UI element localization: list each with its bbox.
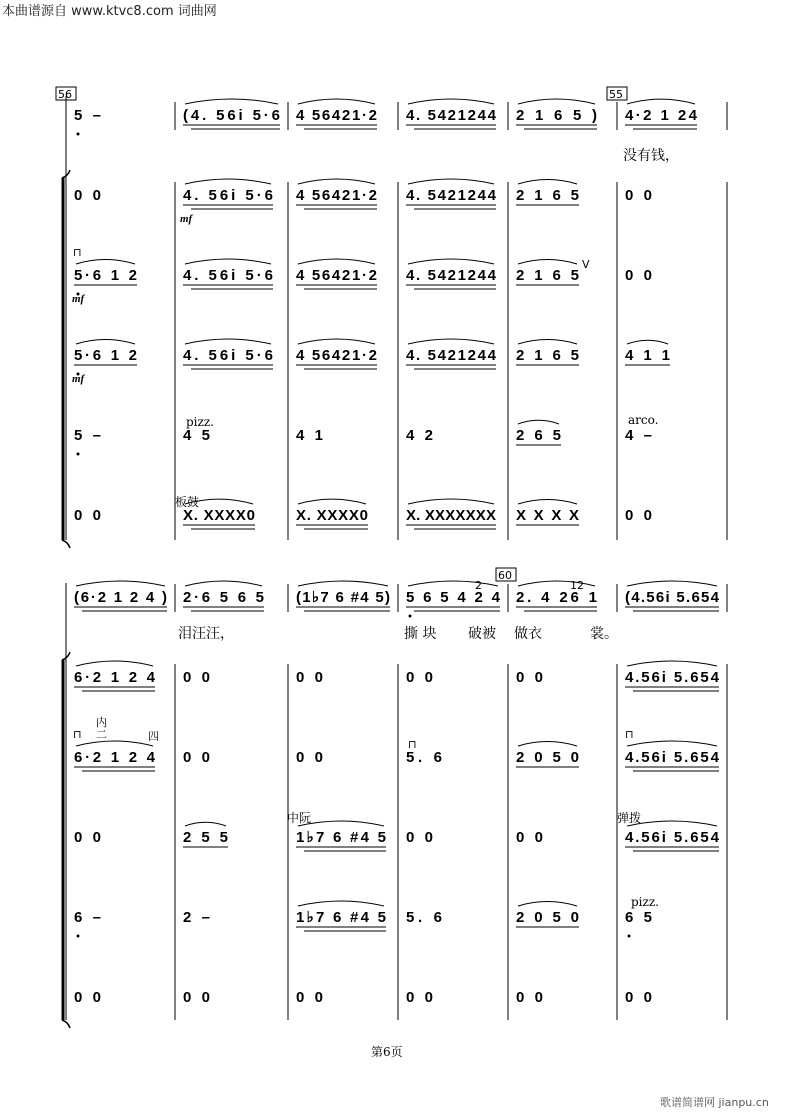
system1-inst4-measure: 4 2 [406, 427, 433, 444]
system2-lyric: 破被 [468, 626, 496, 642]
system2-inst1-measure: 0 0 [516, 669, 543, 686]
system1-inst3-measure: 4. 56i 5·6 [183, 347, 273, 364]
system2-inst4-measure: 2 0 5 0 [516, 909, 579, 926]
system1-inst1-measure: 2 1 6 5 [516, 187, 579, 204]
phrase-slur [298, 581, 388, 586]
phrase-slur [76, 581, 165, 586]
system2-inst2-measure: 4.56i 5.654 [625, 749, 719, 766]
system1-inst3-measure: 4. 5421244 [406, 347, 496, 364]
phrase-slur [185, 259, 271, 264]
phrase-slur [627, 340, 668, 344]
system2-inst2-measure: 0 0 [183, 749, 210, 766]
system1-inst1-measure: 4. 5421244 [406, 187, 496, 204]
er-mark: 二 [96, 728, 107, 741]
system2-lyric: 裳。 [590, 626, 618, 642]
system2-perc-measure: 0 0 [406, 989, 433, 1006]
system2-bracket-bottom [62, 1020, 70, 1028]
phrase-slur [298, 499, 366, 504]
system1-inst2-measure: 4 56421·2 [296, 267, 377, 284]
system2-inst4-measure: 6 5 [625, 909, 652, 926]
measure-number: 60 [498, 569, 512, 582]
system1-vocal-measure: 4. 5421244 [406, 107, 496, 124]
system1-inst4-measure: 5 – [74, 427, 101, 444]
pizz-mark: pizz. [631, 895, 659, 909]
phrase-slur [185, 581, 262, 586]
phrase-slur [298, 99, 375, 104]
system1-inst3-measure: 2 1 6 5 [516, 347, 579, 364]
system1-inst4-measure: 4 1 [296, 427, 323, 444]
tanbo-label: 弹拨 [617, 811, 642, 825]
phrase-slur [408, 581, 498, 586]
phrase-slur [76, 260, 135, 264]
system2-inst2-measure: 6·2 1 2 4 [74, 749, 155, 766]
system1-inst4-measure: 4 5 [183, 427, 210, 444]
system1-vocal-measure: (4. 56i 5·6 [183, 107, 280, 124]
lower-octave-dot [77, 453, 80, 456]
system2-vocal-measure: (1♭7 6 #4 5) [296, 589, 390, 606]
phrase-slur [627, 661, 717, 666]
system1-inst3-measure: 5·6 1 2 [74, 347, 137, 364]
phrase-slur [518, 902, 577, 906]
system2-perc-measure: 0 0 [183, 989, 210, 1006]
system1-vocal-measure: 5 – [74, 107, 101, 124]
system1-perc-measure: X X X X [516, 507, 579, 524]
system2-inst2-measure: 0 0 [296, 749, 323, 766]
system2-inst1-measure: 0 0 [296, 669, 323, 686]
phrase-slur [185, 179, 271, 184]
phrase-slur [518, 340, 577, 344]
phrase-slur [185, 822, 226, 826]
system1-inst3-measure: 4 1 1 [625, 347, 670, 364]
phrase-slur [518, 99, 595, 104]
system2-inst3-measure: 2 5 5 [183, 829, 228, 846]
phrase-slur [518, 420, 559, 424]
phrase-slur [298, 339, 375, 344]
phrase-slur [76, 340, 135, 344]
grace-note: 2 [475, 579, 482, 592]
grace-note: 12 [570, 579, 584, 592]
system2-inst1-measure: 0 0 [183, 669, 210, 686]
phrase-slur [408, 99, 494, 104]
zhongruan-label: 中阮 [287, 811, 312, 825]
down-bow-mark: ⊓ [73, 246, 82, 259]
down-bow-mark: ⊓ [625, 728, 634, 741]
system1-inst2-measure: 4. 5421244 [406, 267, 496, 284]
system2-perc-measure: 0 0 [625, 989, 652, 1006]
system1-inst2-measure: 5·6 1 2 [74, 267, 137, 284]
system1-perc-measure: X. XXXX0 [296, 507, 368, 524]
system1-inst3-measure: 4 56421·2 [296, 347, 377, 364]
system1-perc-measure: 0 0 [74, 507, 101, 524]
system2-vocal-measure: 5 6 5 4 2 4 [406, 589, 500, 606]
system2-lyric: 泪汪汪， [178, 626, 234, 642]
system2-vocal-measure: 2·6 5 6 5 [183, 589, 264, 606]
system2-inst4-measure: 1♭7 6 #4 5 [296, 909, 386, 926]
phrase-slur [76, 741, 153, 746]
lower-octave-dot [409, 615, 412, 618]
system1-vocal-measure: 4·2 1 24 [625, 107, 697, 124]
up-bow-mark: V [582, 258, 590, 271]
system1-inst1-measure: 4. 56i 5·6 [183, 187, 273, 204]
phrase-slur [185, 99, 278, 104]
lower-octave-dot [628, 935, 631, 938]
system2-inst4-measure: 6 – [74, 909, 101, 926]
phrase-slur [408, 259, 494, 264]
system2-lyric: 做衣 [514, 626, 542, 642]
phrase-slur [518, 180, 577, 184]
dynamic-mf: mf [72, 373, 85, 385]
down-bow-mark: ⊓ [408, 738, 417, 751]
arco-mark: arco. [628, 413, 659, 427]
system1-inst1-measure: 4 56421·2 [296, 187, 377, 204]
system2-perc-measure: 0 0 [296, 989, 323, 1006]
system1-inst4-measure: 4 – [625, 427, 652, 444]
nei-mark: 内 [96, 716, 107, 729]
system2-inst1-measure: 0 0 [406, 669, 433, 686]
pizz-mark: pizz. [186, 415, 214, 429]
system2-vocal-measure: (4.56i 5.654 [625, 589, 719, 606]
phrase-slur [408, 339, 494, 344]
system1-perc-measure: 0 0 [625, 507, 652, 524]
system1-inst2-measure: 4. 56i 5·6 [183, 267, 273, 284]
system2-inst1-measure: 6·2 1 2 4 [74, 669, 155, 686]
measure-number: 55 [609, 88, 623, 101]
bangu-label: 板鼓 [175, 495, 200, 509]
dynamic-mf: mf [180, 213, 193, 225]
system2-inst3-measure: 0 0 [406, 829, 433, 846]
system1-vocal-measure: 4 56421·2 [296, 107, 377, 124]
system2-inst2-measure: 2 0 5 0 [516, 749, 579, 766]
system1-lyric: 没有钱， [623, 148, 679, 164]
phrase-slur [408, 499, 494, 504]
system1-vocal-measure: 2 1 6 5 ) [516, 107, 597, 124]
page-number: 第6页 [371, 1045, 403, 1059]
system2-inst3-measure: 0 0 [516, 829, 543, 846]
phrase-slur [185, 339, 271, 344]
phrase-slur [298, 179, 375, 184]
system2-inst4-measure: 2 – [183, 909, 210, 926]
system1-perc-measure: X. XXXXXXX [406, 507, 496, 524]
phrase-slur [408, 179, 494, 184]
measure-number: 56 [58, 88, 72, 101]
system2-perc-measure: 0 0 [74, 989, 101, 1006]
system1-inst2-measure: 2 1 6 5 [516, 267, 579, 284]
system2-inst4-measure: 5. 6 [406, 909, 442, 926]
lower-octave-dot [77, 935, 80, 938]
phrase-slur [518, 742, 577, 746]
phrase-slur [518, 260, 577, 264]
phrase-slur [76, 661, 153, 666]
source-header: 本曲谱源自 www.ktvc8.com 词曲网 [2, 4, 217, 19]
system1-bracket-bottom [62, 540, 70, 548]
si-mark: 四 [148, 730, 159, 743]
phrase-slur [298, 901, 384, 906]
system2-lyric: 撕 块 [404, 626, 437, 642]
system1-inst4-measure: 2 6 5 [516, 427, 561, 444]
phrase-slur [298, 259, 375, 264]
system2-inst2-measure: 5. 6 [406, 749, 442, 766]
phrase-slur [518, 500, 577, 504]
system1-inst1-measure: 0 0 [625, 187, 652, 204]
system2-vocal-measure: 2. 4 26 1 [516, 589, 597, 606]
system1-perc-measure: X. XXXX0 [183, 507, 255, 524]
system2-inst3-measure: 0 0 [74, 829, 101, 846]
phrase-slur [627, 741, 717, 746]
phrase-slur [627, 581, 717, 586]
system2-perc-measure: 0 0 [516, 989, 543, 1006]
system2-inst3-measure: 4.56i 5.654 [625, 829, 719, 846]
system1-inst2-measure: 0 0 [625, 267, 652, 284]
site-watermark: 歌谱简谱网 jianpu.cn [660, 1096, 769, 1109]
system1-inst1-measure: 0 0 [74, 187, 101, 204]
phrase-slur [627, 99, 695, 104]
system2-inst1-measure: 4.56i 5.654 [625, 669, 719, 686]
down-bow-mark: ⊓ [73, 728, 82, 741]
dynamic-mf: mf [72, 293, 85, 305]
lower-octave-dot [77, 133, 80, 136]
system2-vocal-measure: (6·2 1 2 4 ) [74, 589, 167, 606]
system2-inst3-measure: 1♭7 6 #4 5 [296, 829, 386, 846]
